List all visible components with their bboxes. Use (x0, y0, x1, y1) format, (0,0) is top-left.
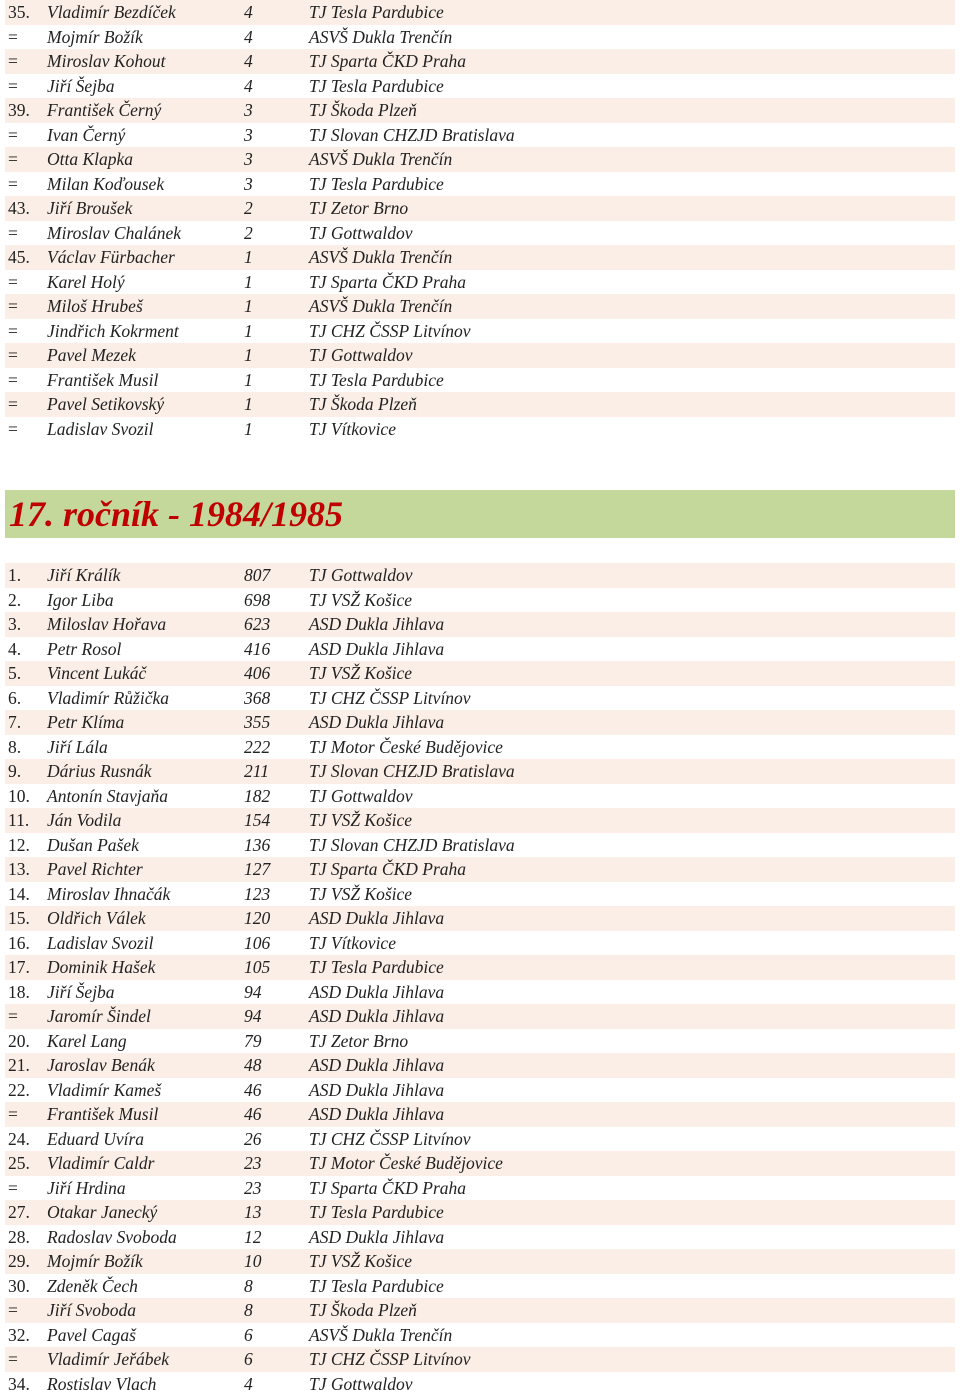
rank-cell: 39. (8, 98, 30, 123)
player-name-cell: Eduard Uvíra (47, 1127, 144, 1152)
player-name-cell: Ladislav Svozil (47, 417, 153, 442)
table-row (5, 0, 955, 25)
points-cell: 10 (244, 1249, 262, 1274)
table-row (5, 808, 955, 833)
club-cell: ASVŠ Dukla Trenčín (309, 245, 452, 270)
player-name-cell: Dárius Rusnák (47, 759, 152, 784)
table-row (5, 661, 955, 686)
points-cell: 406 (244, 661, 270, 686)
player-name-cell: Pavel Richter (47, 857, 143, 882)
club-cell: TJ Vítkovice (309, 417, 396, 442)
rank-cell: 14. (8, 882, 30, 907)
player-name-cell: Jiří Lála (47, 735, 108, 760)
club-cell: TJ CHZ ČSSP Litvínov (309, 319, 471, 344)
club-cell: TJ Gottwaldov (309, 221, 413, 246)
points-cell: 211 (244, 759, 269, 784)
points-cell: 48 (244, 1053, 262, 1078)
table-row (5, 1127, 955, 1152)
club-cell: TJ Tesla Pardubice (309, 172, 444, 197)
club-cell: ASD Dukla Jihlava (309, 637, 444, 662)
player-name-cell: Karel Lang (47, 1029, 127, 1054)
points-cell: 23 (244, 1176, 262, 1201)
player-name-cell: Vincent Lukáč (47, 661, 146, 686)
rank-cell: = (8, 1176, 18, 1201)
rank-cell: = (8, 1347, 18, 1372)
table-row (5, 759, 955, 784)
club-cell: TJ VSŽ Košice (309, 808, 412, 833)
club-cell: ASD Dukla Jihlava (309, 906, 444, 931)
rank-cell: 1. (8, 563, 21, 588)
rank-cell: 45. (8, 245, 30, 270)
table-row (5, 563, 955, 588)
rank-cell: 8. (8, 735, 21, 760)
rank-cell: = (8, 1102, 18, 1127)
rank-cell: 21. (8, 1053, 30, 1078)
club-cell: ASVŠ Dukla Trenčín (309, 294, 452, 319)
player-name-cell: Miloš Hrubeš (47, 294, 143, 319)
rank-cell: 27. (8, 1200, 30, 1225)
rank-cell: = (8, 319, 18, 344)
points-cell: 46 (244, 1078, 262, 1103)
player-name-cell: Jiří Hrdina (47, 1176, 126, 1201)
points-cell: 136 (244, 833, 270, 858)
table-row (5, 123, 955, 148)
rank-cell: 17. (8, 955, 30, 980)
previous-season-table (5, 0, 955, 441)
table-row (5, 612, 955, 637)
table-row (5, 196, 955, 221)
table-row (5, 172, 955, 197)
table-row (5, 686, 955, 711)
club-cell: TJ Gottwaldov (309, 343, 413, 368)
table-row (5, 221, 955, 246)
club-cell: TJ Sparta ČKD Praha (309, 857, 466, 882)
points-cell: 94 (244, 1004, 262, 1029)
rank-cell: = (8, 368, 18, 393)
player-name-cell: Miloslav Hořava (47, 612, 166, 637)
table-row (5, 857, 955, 882)
table-row (5, 1249, 955, 1274)
player-name-cell: Jiří Šejba (47, 980, 115, 1005)
rank-cell: = (8, 74, 18, 99)
rank-cell: = (8, 392, 18, 417)
rank-cell: 30. (8, 1274, 30, 1299)
player-name-cell: Jiří Králík (47, 563, 120, 588)
rank-cell: 15. (8, 906, 30, 931)
club-cell: ASD Dukla Jihlava (309, 710, 444, 735)
club-cell: TJ Motor České Budějovice (309, 735, 503, 760)
points-cell: 23 (244, 1151, 262, 1176)
points-cell: 4 (244, 49, 253, 74)
player-name-cell: Vladimír Kameš (47, 1078, 161, 1103)
table-row (5, 343, 955, 368)
table-row (5, 1078, 955, 1103)
player-name-cell: Václav Fürbacher (47, 245, 175, 270)
player-name-cell: Oldřich Válek (47, 906, 146, 931)
points-cell: 416 (244, 637, 270, 662)
points-cell: 105 (244, 955, 270, 980)
table-row (5, 906, 955, 931)
player-name-cell: Otta Klapka (47, 147, 133, 172)
points-cell: 623 (244, 612, 270, 637)
rank-cell: 11. (8, 808, 29, 833)
points-cell: 154 (244, 808, 270, 833)
points-cell: 94 (244, 980, 262, 1005)
rank-cell: 2. (8, 588, 21, 613)
points-cell: 8 (244, 1274, 253, 1299)
club-cell: TJ Škoda Plzeň (309, 98, 417, 123)
table-row (5, 74, 955, 99)
player-name-cell: Jindřich Kokrment (47, 319, 179, 344)
club-cell: TJ Gottwaldov (309, 563, 413, 588)
points-cell: 1 (244, 368, 253, 393)
rank-cell: 3. (8, 612, 21, 637)
player-name-cell: Radoslav Svoboda (47, 1225, 177, 1250)
rank-cell: 6. (8, 686, 21, 711)
player-name-cell: František Černý (47, 98, 161, 123)
points-cell: 2 (244, 196, 253, 221)
table-row (5, 1200, 955, 1225)
rank-cell: = (8, 294, 18, 319)
club-cell: TJ Sparta ČKD Praha (309, 270, 466, 295)
table-row (5, 294, 955, 319)
club-cell: ASD Dukla Jihlava (309, 1102, 444, 1127)
points-cell: 4 (244, 1372, 253, 1396)
rank-cell: 22. (8, 1078, 30, 1103)
points-cell: 182 (244, 784, 270, 809)
table-row (5, 1102, 955, 1127)
table-row (5, 980, 955, 1005)
points-cell: 46 (244, 1102, 262, 1127)
table-row (5, 270, 955, 295)
club-cell: TJ Škoda Plzeň (309, 1298, 417, 1323)
rank-cell: 13. (8, 857, 30, 882)
club-cell: ASD Dukla Jihlava (309, 1004, 444, 1029)
table-row (5, 1004, 955, 1029)
table-row (5, 882, 955, 907)
points-cell: 4 (244, 0, 253, 25)
table-row (5, 637, 955, 662)
player-name-cell: Karel Holý (47, 270, 125, 295)
points-cell: 1 (244, 392, 253, 417)
rank-cell: 18. (8, 980, 30, 1005)
table-row (5, 710, 955, 735)
rank-cell: = (8, 417, 18, 442)
table-row (5, 1372, 955, 1396)
player-name-cell: Vladimír Bezdíček (47, 0, 176, 25)
rank-cell: 16. (8, 931, 30, 956)
club-cell: TJ Gottwaldov (309, 1372, 413, 1396)
player-name-cell: Vladimír Jeřábek (47, 1347, 169, 1372)
rank-cell: = (8, 343, 18, 368)
club-cell: TJ Tesla Pardubice (309, 368, 444, 393)
club-cell: ASVŠ Dukla Trenčín (309, 25, 452, 50)
club-cell: TJ Tesla Pardubice (309, 1200, 444, 1225)
club-cell: TJ Vítkovice (309, 931, 396, 956)
club-cell: TJ VSŽ Košice (309, 1249, 412, 1274)
points-cell: 1 (244, 319, 253, 344)
rank-cell: 20. (8, 1029, 30, 1054)
table-row (5, 392, 955, 417)
club-cell: TJ CHZ ČSSP Litvínov (309, 1127, 471, 1152)
player-name-cell: Jiří Broušek (47, 196, 132, 221)
club-cell: ASD Dukla Jihlava (309, 612, 444, 637)
player-name-cell: František Musil (47, 1102, 158, 1127)
table-row (5, 784, 955, 809)
club-cell: TJ Slovan CHZJD Bratislava (309, 123, 515, 148)
points-cell: 123 (244, 882, 270, 907)
rank-cell: = (8, 1004, 18, 1029)
season-header (5, 490, 955, 538)
rank-cell: = (8, 25, 18, 50)
points-cell: 1 (244, 294, 253, 319)
player-name-cell: Jaroslav Benák (47, 1053, 155, 1078)
points-cell: 3 (244, 98, 253, 123)
player-name-cell: Dušan Pašek (47, 833, 139, 858)
rank-cell: 35. (8, 0, 30, 25)
points-cell: 26 (244, 1127, 262, 1152)
season-title: 17. ročník - 1984/1985 (9, 493, 343, 535)
table-row (5, 368, 955, 393)
club-cell: TJ Tesla Pardubice (309, 1274, 444, 1299)
points-cell: 3 (244, 147, 253, 172)
player-name-cell: Ladislav Svozil (47, 931, 153, 956)
rank-cell: 34. (8, 1372, 30, 1396)
table-row (5, 833, 955, 858)
points-cell: 12 (244, 1225, 262, 1250)
player-name-cell: František Musil (47, 368, 158, 393)
player-name-cell: Jaromír Šindel (47, 1004, 151, 1029)
player-name-cell: Jiří Šejba (47, 74, 115, 99)
points-cell: 3 (244, 123, 253, 148)
club-cell: TJ VSŽ Košice (309, 882, 412, 907)
points-cell: 222 (244, 735, 270, 760)
club-cell: TJ VSŽ Košice (309, 588, 412, 613)
table-row (5, 588, 955, 613)
season-1984-1985-table (5, 563, 955, 1396)
rank-cell: 9. (8, 759, 21, 784)
table-row (5, 245, 955, 270)
points-cell: 8 (244, 1298, 253, 1323)
club-cell: TJ Slovan CHZJD Bratislava (309, 833, 515, 858)
points-cell: 13 (244, 1200, 262, 1225)
points-cell: 368 (244, 686, 270, 711)
table-row (5, 931, 955, 956)
rank-cell: 32. (8, 1323, 30, 1348)
player-name-cell: Mojmír Božík (47, 1249, 143, 1274)
points-cell: 355 (244, 710, 270, 735)
rank-cell: = (8, 147, 18, 172)
player-name-cell: Petr Rosol (47, 637, 121, 662)
player-name-cell: Petr Klíma (47, 710, 124, 735)
club-cell: ASD Dukla Jihlava (309, 1053, 444, 1078)
player-name-cell: Pavel Cagaš (47, 1323, 136, 1348)
table-row (5, 735, 955, 760)
rank-cell: = (8, 270, 18, 295)
player-name-cell: Mojmír Božík (47, 25, 143, 50)
rank-cell: 28. (8, 1225, 30, 1250)
points-cell: 120 (244, 906, 270, 931)
table-row (5, 1347, 955, 1372)
table-row (5, 1053, 955, 1078)
club-cell: TJ Gottwaldov (309, 784, 413, 809)
points-cell: 2 (244, 221, 253, 246)
rank-cell: 10. (8, 784, 30, 809)
points-cell: 4 (244, 25, 253, 50)
player-name-cell: Vladimír Caldr (47, 1151, 154, 1176)
player-name-cell: Pavel Setikovský (47, 392, 164, 417)
points-cell: 807 (244, 563, 270, 588)
club-cell: TJ Motor České Budějovice (309, 1151, 503, 1176)
rank-cell: = (8, 123, 18, 148)
table-row (5, 1225, 955, 1250)
club-cell: TJ Škoda Plzeň (309, 392, 417, 417)
points-cell: 6 (244, 1323, 253, 1348)
table-row (5, 319, 955, 344)
club-cell: TJ Sparta ČKD Praha (309, 49, 466, 74)
rank-cell: 29. (8, 1249, 30, 1274)
rank-cell: 7. (8, 710, 21, 735)
table-row (5, 147, 955, 172)
points-cell: 127 (244, 857, 270, 882)
rank-cell: 25. (8, 1151, 30, 1176)
club-cell: TJ Tesla Pardubice (309, 0, 444, 25)
club-cell: ASD Dukla Jihlava (309, 1078, 444, 1103)
points-cell: 4 (244, 74, 253, 99)
table-row (5, 1151, 955, 1176)
points-cell: 3 (244, 172, 253, 197)
rank-cell: 24. (8, 1127, 30, 1152)
club-cell: TJ Sparta ČKD Praha (309, 1176, 466, 1201)
table-row (5, 1176, 955, 1201)
club-cell: TJ VSŽ Košice (309, 661, 412, 686)
table-row (5, 1323, 955, 1348)
table-row (5, 417, 955, 442)
rank-cell: 43. (8, 196, 30, 221)
player-name-cell: Dominik Hašek (47, 955, 155, 980)
club-cell: TJ Slovan CHZJD Bratislava (309, 759, 515, 784)
player-name-cell: Vladimír Růžička (47, 686, 169, 711)
rank-cell: = (8, 49, 18, 74)
player-name-cell: Zdeněk Čech (47, 1274, 138, 1299)
table-row (5, 1298, 955, 1323)
points-cell: 6 (244, 1347, 253, 1372)
club-cell: TJ Tesla Pardubice (309, 74, 444, 99)
club-cell: TJ CHZ ČSSP Litvínov (309, 1347, 471, 1372)
points-cell: 1 (244, 245, 253, 270)
player-name-cell: Igor Liba (47, 588, 114, 613)
club-cell: ASVŠ Dukla Trenčín (309, 1323, 452, 1348)
player-name-cell: Miroslav Chalánek (47, 221, 181, 246)
player-name-cell: Jiří Svoboda (47, 1298, 136, 1323)
points-cell: 1 (244, 270, 253, 295)
rank-cell: = (8, 172, 18, 197)
player-name-cell: Otakar Janecký (47, 1200, 157, 1225)
table-row (5, 25, 955, 50)
rank-cell: = (8, 221, 18, 246)
player-name-cell: Antonín Stavjaňa (47, 784, 168, 809)
points-cell: 1 (244, 343, 253, 368)
rank-cell: 12. (8, 833, 30, 858)
points-cell: 1 (244, 417, 253, 442)
club-cell: ASD Dukla Jihlava (309, 980, 444, 1005)
player-name-cell: Milan Koďousek (47, 172, 164, 197)
player-name-cell: Miroslav Ihnačák (47, 882, 170, 907)
club-cell: TJ Zetor Brno (309, 1029, 408, 1054)
points-cell: 79 (244, 1029, 262, 1054)
player-name-cell: Rostislav Vlach (47, 1372, 156, 1396)
club-cell: ASVŠ Dukla Trenčín (309, 147, 452, 172)
rank-cell: 5. (8, 661, 21, 686)
table-row (5, 955, 955, 980)
table-row (5, 1274, 955, 1299)
table-row (5, 1029, 955, 1054)
table-row (5, 49, 955, 74)
rank-cell: 4. (8, 637, 21, 662)
club-cell: TJ Zetor Brno (309, 196, 408, 221)
player-name-cell: Ivan Černý (47, 123, 125, 148)
points-cell: 698 (244, 588, 270, 613)
player-name-cell: Ján Vodila (47, 808, 121, 833)
points-cell: 106 (244, 931, 270, 956)
player-name-cell: Pavel Mezek (47, 343, 136, 368)
table-row (5, 98, 955, 123)
player-name-cell: Miroslav Kohout (47, 49, 165, 74)
club-cell: TJ Tesla Pardubice (309, 955, 444, 980)
club-cell: ASD Dukla Jihlava (309, 1225, 444, 1250)
rank-cell: = (8, 1298, 18, 1323)
club-cell: TJ CHZ ČSSP Litvínov (309, 686, 471, 711)
